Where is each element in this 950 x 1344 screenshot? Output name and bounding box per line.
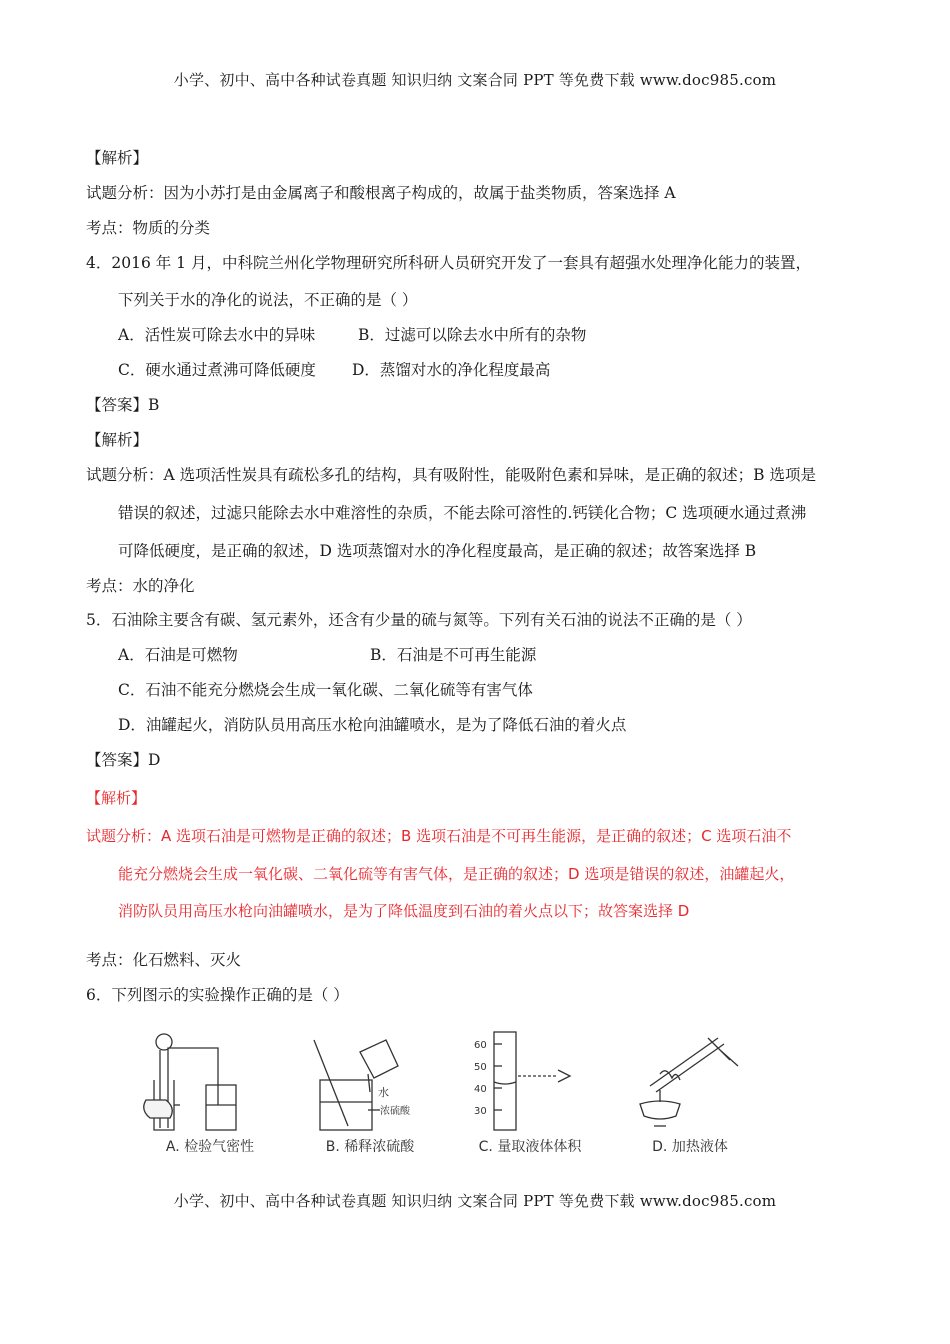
q4-options-row2 [118,360,550,380]
figure-c-caption: C. 量取液体体积 [478,1139,582,1155]
figure-b [300,1030,440,1160]
q4-answer: 【答案】B [86,396,160,414]
page-header: 小学、初中、高中各种试卷真题 知识归纳 文案合同 PPT 等免费下载 www.doc985.com [173,71,777,89]
q5-option-c: C．石油不能充分燃烧会生成一氧化碳、二氧化硫等有害气体 [118,681,533,699]
q5-analysis-line3: 消防队员用高压水枪向油罐喷水，是为了降低温度到石油的着火点以下；故答案选择 D [118,902,690,920]
tick-30: 30 [474,1106,487,1117]
label-concentrated-acid: 浓硫酸 [380,1106,410,1117]
q5-option-d: D．油罐起火，消防队员用高压水枪向油罐喷水，是为了降低石油的着火点 [118,716,627,734]
q5-analysis-tag: 【解析】 [86,789,147,807]
q5-analysis-line2: 能充分燃烧会生成一氧化碳、二氧化硫等有害气体，是正确的叙述；D 选项是错误的叙述，油罐起火， [118,865,795,883]
q3-kaodian: 考点：物质的分类 [86,219,211,237]
q3-analysis: 试题分析：因为小苏打是由金属离子和酸根离子构成的，故属于盐类物质，答案选择 A [86,184,676,202]
heating-illustration [620,1030,760,1135]
figure-a-caption: A. 检验气密性 [165,1139,255,1155]
q4-analysis-line1: 试题分析：A 选项活性炭具有疏松多孔的结构，具有吸附性，能吸附色素和异味，是正确的叙述；B 选项是 [86,466,816,484]
page-footer: 小学、初中、高中各种试卷真题 知识归纳 文案合同 PPT 等免费下载 www.doc985.com [173,1192,777,1210]
q5-stem: 5．石油除主要含有碳、氢元素外，还含有少量的硫与氮等。下列有关石油的说法不正确的是（ ） [86,611,752,629]
q4-analysis-line2: 错误的叙述，过滤只能除去水中难溶性的杂质，不能去除可溶性的.钙镁化合物；C 选项硬水通过煮沸 [118,504,807,522]
figure-c [460,1030,600,1160]
airtightness-illustration [140,1030,280,1135]
q4-stem-line2: 下列关于水的净化的说法，不正确的是（ ） [118,291,418,309]
q5-answer: 【答案】D [86,751,161,769]
q5-kaodian: 考点：化石燃料、灭火 [86,951,242,969]
dilution-illustration [300,1030,440,1135]
tick-50: 50 [474,1062,487,1073]
figure-d [620,1030,760,1160]
q4-option-b: B．过滤可以除去水中所有的杂物 [358,326,587,344]
q4-analysis-line3: 可降低硬度，是正确的叙述，D 选项蒸馏对水的净化程度最高，是正确的叙述；故答案选择 B [118,542,757,560]
q5-option-a: A．石油是可燃物 [118,646,238,664]
figure-d-caption: D. 加热液体 [652,1139,728,1155]
q4-option-a: A．活性炭可除去水中的异味 [118,326,316,344]
q6-stem: 6．下列图示的实验操作正确的是（ ） [86,986,349,1004]
q3-analysis-tag: 【解析】 [86,149,149,167]
q4-option-c: C．硬水通过煮沸可降低硬度 [118,361,316,379]
q4-option-d: D．蒸馏对水的净化程度最高 [352,361,551,379]
tick-60: 60 [474,1040,487,1051]
label-water: 水 [378,1086,389,1099]
q5-option-b: B．石油是不可再生能源 [370,646,537,664]
cylinder-illustration [460,1030,600,1135]
figure-a [140,1030,280,1160]
q6-figure [140,1030,760,1160]
q4-options-row1 [118,325,586,345]
q4-analysis-tag: 【解析】 [86,431,149,449]
q5-analysis-line1: 试题分析：A 选项石油是可燃物是正确的叙述；B 选项石油是不可再生能源，是正确的叙述；C 选项石油不 [86,827,792,845]
q5-options-row1 [118,645,536,665]
q4-stem-line1: 4．2016 年 1 月，中科院兰州化学物理研究所科研人员研究开发了一套具有超强水处理净化能力的装置， [86,254,811,272]
tick-40: 40 [474,1084,487,1095]
figure-b-caption: B. 稀释浓硫酸 [325,1139,415,1155]
q4-kaodian: 考点：水的净化 [86,577,195,595]
